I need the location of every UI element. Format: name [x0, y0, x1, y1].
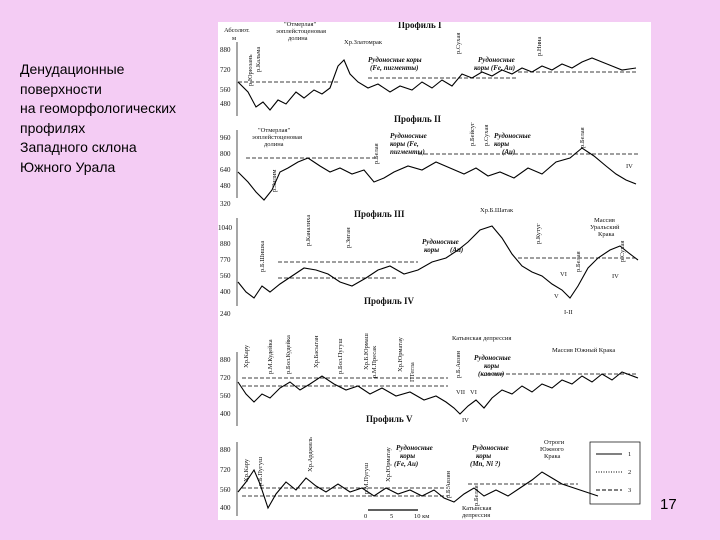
tick-label: 880 [220, 240, 231, 248]
profile-label: Крака [544, 453, 561, 460]
profile-label: Уральский [590, 224, 620, 231]
tick-label: 240 [220, 310, 231, 318]
tick-label: 480 [220, 100, 231, 108]
profile-label: р.Сухая [483, 124, 490, 146]
tick-label: 480 [220, 182, 231, 190]
profile-2-dashed-level [246, 154, 638, 158]
profile-label: р.Кутуг [535, 223, 542, 244]
profile-label: долина [288, 35, 308, 42]
profile-label: р.Бол.Пугуш [337, 338, 344, 374]
profile-label: коры (Fe, [390, 140, 419, 148]
profile-label: Хр.Юрматау [385, 447, 392, 482]
profile-label: коры (Fe, Au) [474, 64, 516, 72]
profile-label: коры [424, 246, 440, 254]
profile-1-surface-line [238, 58, 636, 110]
slide-number: 17 [660, 496, 677, 513]
profile-3-title: Профиль III [354, 209, 405, 219]
profile-label: р.Нина [536, 36, 543, 56]
caption-line: на геоморфологических [20, 100, 177, 116]
profile-label: коры [476, 452, 492, 460]
tick-label: 720 [220, 374, 231, 382]
profile-label: Хр.Юрматау [397, 337, 404, 372]
profile-label: Хр.Б.Юрмаш [363, 333, 370, 370]
profile-label: Хр.Арджиль [307, 437, 314, 472]
profile-label: коры [494, 140, 510, 148]
scale-label: 0 [364, 513, 368, 520]
axis-header-label: Абсолют. [224, 27, 250, 34]
profile-label: Рудоносные [478, 56, 515, 64]
profile-label: Хр.Б.Шатак [480, 207, 514, 214]
profile-label: р.Б.Авзян [445, 470, 452, 498]
profile-label: долина [264, 141, 284, 148]
profile-label: Южного [540, 446, 564, 453]
profile-label: (Au) [502, 148, 516, 156]
profile-label: VII [456, 389, 466, 396]
profile-label: VI [560, 271, 567, 278]
profile-label: р.М.Пресак [371, 345, 378, 378]
tick-label: 1040 [218, 224, 232, 232]
scale-label: 5 [390, 513, 394, 520]
tick-label: 880 [220, 356, 231, 364]
profile-label: эоплейстоценовая [276, 28, 326, 35]
tick-label: 880 [220, 46, 231, 54]
tick-label: 800 [220, 150, 231, 158]
profile-label: депрессия [462, 512, 491, 519]
profile-label: р.Б.Авзян [455, 350, 462, 378]
profile-label: Рудоносные [422, 238, 459, 246]
profile-label: р.Белая [575, 251, 582, 272]
caption-line: профилях [20, 119, 86, 136]
profile-label: р.Зилим [271, 169, 278, 192]
profile-label: IV [462, 417, 469, 424]
profile-label: коры [400, 452, 416, 460]
profile-1-dashed-level [238, 72, 638, 82]
legend-label: 1 [628, 451, 632, 458]
profile-label: Катынская депрессия [452, 335, 512, 342]
profile-2-title: Профиль II [394, 114, 441, 124]
profile-label: р.Белая [473, 485, 480, 506]
profile-label: (каолин) [478, 370, 505, 378]
profile-label: эоплейстоценовая [252, 134, 302, 141]
profile-label: р.Белая [579, 127, 586, 148]
tick-label: 960 [220, 134, 231, 142]
profile-label: пигменты) [390, 148, 425, 156]
profile-label: V [554, 293, 559, 300]
legend [590, 442, 640, 504]
profile-4-title: Профиль IV [364, 296, 414, 306]
profile-label: Рудоносные [390, 132, 427, 140]
tick-label: 560 [220, 272, 231, 280]
scale-label: 10 км [414, 513, 430, 520]
tick-label: 720 [220, 466, 231, 474]
profile-label: Рудоносные [472, 444, 509, 452]
profile-label: Массив [594, 217, 615, 224]
legend-label: 2 [628, 469, 632, 476]
profile-label: I-II [564, 309, 573, 316]
profile-label: Хр.Кару [243, 458, 250, 482]
profile-label: р.Бол.Кудейка [285, 335, 292, 374]
tick-label: 560 [220, 86, 231, 94]
profile-label: Отроги [544, 439, 565, 446]
profile-label: "Отмерлая" [258, 127, 291, 134]
profiles-diagram [218, 22, 651, 520]
profile-label: р.Бейсуг [469, 122, 476, 146]
profile-label: IV [626, 163, 633, 170]
caption-line: Денудационные [20, 61, 125, 77]
profile-label: р.Сухая [619, 240, 626, 262]
profile-4-dashed-level [242, 374, 638, 386]
profile-label: р.Б.Пугуш [257, 456, 264, 486]
profile-5-title: Профиль V [366, 414, 413, 424]
profile-label: р.Сухая [455, 32, 462, 54]
legend-label: 3 [628, 487, 632, 494]
tick-label: 880 [220, 446, 231, 454]
tick-label: 400 [220, 504, 231, 512]
slide-caption [20, 60, 210, 177]
tick-label: 320 [220, 200, 231, 208]
profile-label: р.Юрюзань [247, 54, 254, 86]
profile-label: р.Б.Шишка [259, 240, 266, 272]
profile-label: р.М.Кудейка [267, 339, 274, 374]
profile-label: Хр.Златомрак [344, 39, 382, 46]
caption-line: Южного Урала [20, 158, 116, 175]
caption-line: поверхности [20, 80, 102, 97]
profile-2 [220, 114, 638, 200]
geomorphological-profiles-figure [218, 22, 651, 520]
profile-label: Массив Южный Крака [552, 347, 616, 354]
profile-label: Рудоносные [396, 444, 433, 452]
tick-label: 720 [220, 66, 231, 74]
profile-label: р.Кальма [255, 46, 262, 72]
profile-label: р.Зиган [345, 227, 352, 248]
profile-label: Катынская [462, 505, 492, 512]
profile-label: (Fe, Au) [394, 460, 419, 468]
profile-label: "Отмерлая" [284, 22, 317, 28]
axis-header-unit: м [232, 35, 237, 42]
tick-label: 400 [220, 410, 231, 418]
tick-label: 400 [220, 288, 231, 296]
profile-2-surface-line [238, 148, 636, 200]
profile-label: коры [484, 362, 500, 370]
profile-3 [218, 200, 638, 316]
profile-label: р.Каналиха [305, 214, 312, 246]
profile-label: Хр.Басыган [313, 335, 320, 368]
profile-label: Рудоносные [494, 132, 531, 140]
profile-label: (Au) [450, 246, 464, 254]
profile-label: Хр.Кару [243, 344, 250, 368]
profile-label: IV [612, 273, 619, 280]
legend-box [590, 442, 640, 504]
profile-4 [220, 296, 638, 426]
profile-label: р.М.Пугуш [363, 462, 370, 494]
profile-5-surface-line [238, 470, 598, 508]
profile-label: Г.Тегла [409, 362, 416, 382]
profile-5 [220, 414, 598, 520]
profile-1 [220, 22, 638, 116]
tick-label: 640 [220, 166, 231, 174]
tick-label: 560 [220, 486, 231, 494]
profile-label: (Mn, Ni ?) [470, 460, 501, 468]
profile-label: р.Белая [373, 143, 380, 164]
profile-label: VI [470, 389, 477, 396]
caption-line: Западного склона [20, 139, 137, 155]
profile-label: Рудоносные коры [368, 56, 422, 64]
profile-1-title: Профиль I [398, 22, 442, 30]
profile-label: (Fe, пигменты) [370, 64, 419, 72]
tick-label: 560 [220, 392, 231, 400]
profile-label: Крака [598, 231, 615, 238]
profile-label: Рудоносные [474, 354, 511, 362]
tick-label: 770 [220, 256, 231, 264]
